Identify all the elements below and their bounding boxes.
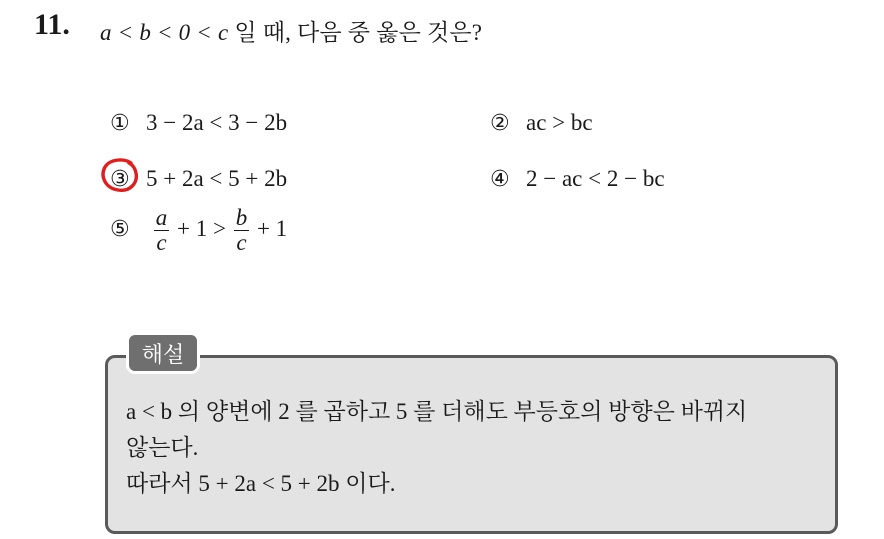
question-prompt: 일 때, 다음 중 옳은 것은? xyxy=(234,20,483,45)
fraction-denominator: c xyxy=(234,230,250,255)
question-number: 11. xyxy=(34,8,70,41)
choice-1[interactable] xyxy=(110,110,287,136)
choice-number: ④ xyxy=(490,167,510,192)
choice-expression: 2 − ac < 2 − bc xyxy=(526,166,665,191)
choice-number: ⑤ xyxy=(110,216,130,242)
choice-4[interactable] xyxy=(490,166,665,192)
choice-tail-expression: + 1 xyxy=(256,215,288,241)
choice-mid-expression: + 1 > xyxy=(177,215,226,241)
question-condition: a < b < 0 < c xyxy=(100,20,229,45)
answer-mark-circle-icon xyxy=(100,157,140,193)
fraction-numerator: a xyxy=(155,205,168,230)
fraction-b-over-c xyxy=(234,206,250,255)
question-text xyxy=(100,14,482,47)
choice-2[interactable] xyxy=(490,110,593,136)
explanation-text xyxy=(126,394,826,502)
fraction-a-over-c xyxy=(154,206,170,255)
choice-expression: 3 − 2a < 3 − 2b xyxy=(146,110,288,135)
choice-number: ② xyxy=(490,111,510,136)
fraction-numerator: b xyxy=(235,205,248,230)
explanation-line-2: 않는다. xyxy=(126,435,199,460)
choice-number: ① xyxy=(110,111,130,136)
explanation-line-1: a < b 의 양변에 2 를 곱하고 5 를 더해도 부등호의 방향은 바뀌지 xyxy=(126,399,748,424)
choice-5[interactable] xyxy=(110,206,287,255)
explanation-label: 해설 xyxy=(126,332,200,374)
choice-expression: 5 + 2a < 5 + 2b xyxy=(146,166,288,191)
fraction-denominator: c xyxy=(154,230,170,255)
choice-number: ③ xyxy=(110,167,130,192)
choice-expression: ac > bc xyxy=(526,110,593,135)
explanation-line-3: 따라서 5 + 2a < 5 + 2b 이다. xyxy=(126,471,396,496)
